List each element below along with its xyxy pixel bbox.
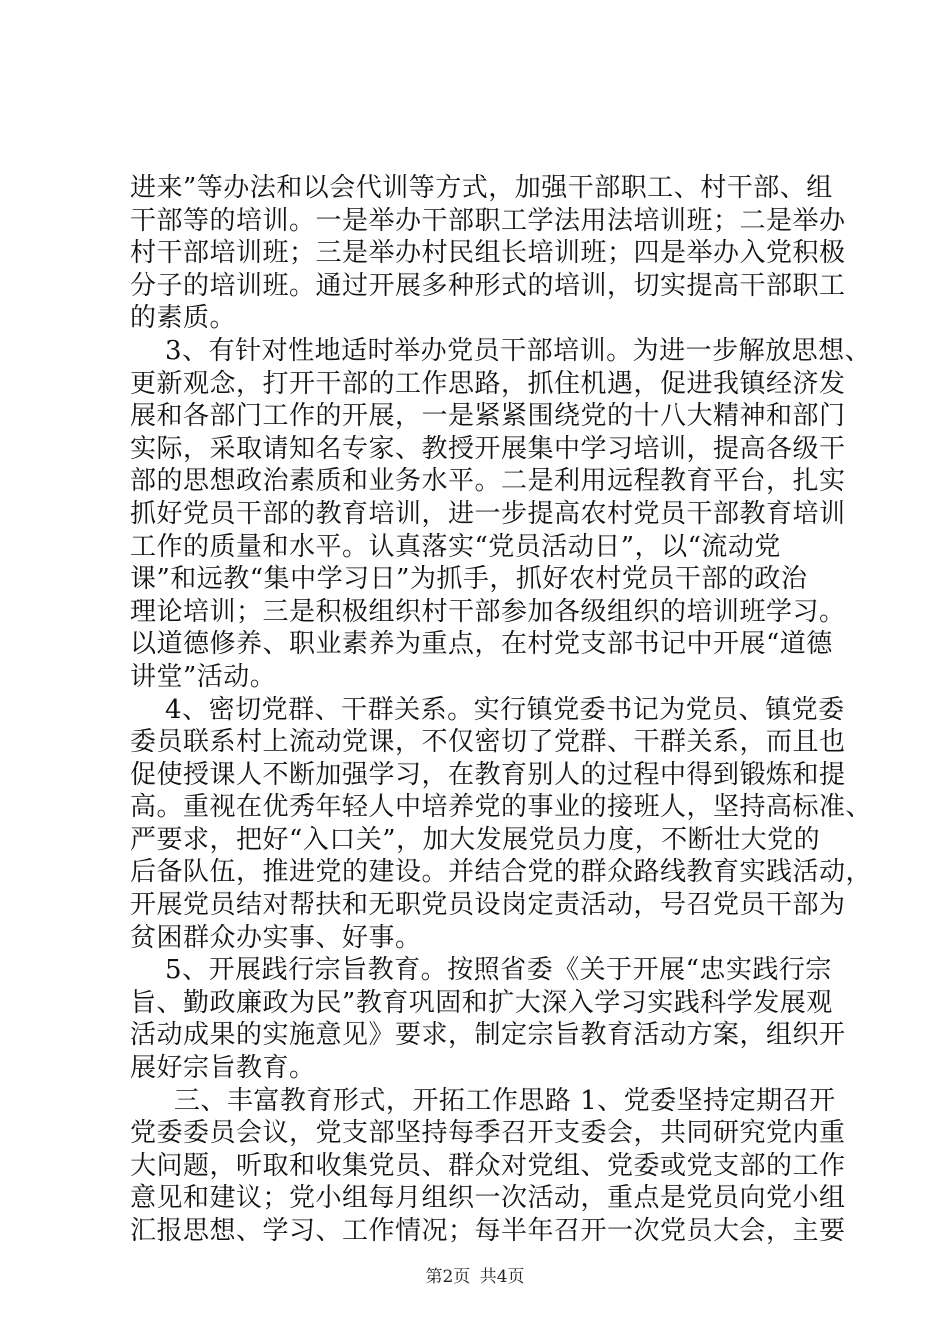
text-line: 三、丰富教育形式，开拓工作思路 1、党委坚持定期召开 [130, 1085, 836, 1116]
text-line: 严要求，把好“入口关”，加大发展党员力度，不断壮大党的 [130, 824, 821, 855]
page-total: 共4页 [479, 1267, 525, 1287]
text-line: 以道德修养、职业素养为重点，在村党支部书记中开展“道德 [130, 629, 833, 660]
text-line: 高。重视在优秀年轻人中培养党的事业的接班人，坚持高标准、 [130, 792, 873, 823]
text-line: 工作的质量和水平。认真落实“党员活动日”，以“流动党 [130, 531, 781, 562]
text-line: 党委委员会议，党支部坚持每季召开支委会，共同研究党内重 [130, 1118, 846, 1149]
text-line: 更新观念，打开干部的工作思路，抓住机遇，促进我镇经济发 [130, 368, 846, 399]
page-footer [0, 1262, 950, 1287]
text-line: 实际，采取请知名专家、教授开展集中学习培训，提高各级干 [130, 433, 846, 464]
text-line: 部的思想政治素质和业务水平。二是利用远程教育平台，扎实 [130, 466, 846, 497]
text-line: 4、密切党群、干群关系。实行镇党委书记为党员、镇党委 [130, 694, 845, 725]
text-line: 理论培训；三是积极组织村干部参加各级组织的培训班学习。 [130, 596, 846, 627]
text-line: 意见和建议；党小组每月组织一次活动，重点是党员向党小组 [130, 1183, 846, 1214]
text-line: 讲堂”活动。 [130, 661, 277, 692]
text-line: 后备队伍，推进党的建设。并结合党的群众路线教育实践活动， [130, 857, 873, 888]
text-line: 促使授课人不断加强学习，在教育别人的过程中得到锻炼和提 [130, 759, 846, 790]
text-line: 进来”等办法和以会代训等方式，加强干部职工、村干部、组 [130, 173, 833, 203]
text-line: 抓好党员干部的教育培训，进一步提高农村党员干部教育培训 [130, 498, 846, 529]
text-line: 旨、勤政廉政为民”教育巩固和扩大深入学习实践科学发展观 [130, 987, 833, 1018]
text-line: 3、有针对性地适时举办党员干部培训。为进一步解放思想、 [130, 335, 872, 366]
text-line: 开展党员结对帮扶和无职党员设岗定责活动，号召党员干部为 [130, 890, 846, 921]
text-line: 活动成果的实施意见》要求，制定宗旨教育活动方案，组织开 [130, 1020, 846, 1051]
text-line: 展和各部门工作的开展，一是紧紧围绕党的十八大精神和部门 [130, 401, 846, 432]
document-body [130, 172, 873, 1248]
text-line: 展好宗旨教育。 [130, 1053, 316, 1084]
text-line: 分子的培训班。通过开展多种形式的培训，切实提高干部职工 [130, 270, 846, 301]
text-line: 汇报思想、学习、工作情况；每半年召开一次党员大会，主要 [130, 1216, 846, 1246]
text-line: 贫困群众办实事、好事。 [130, 922, 422, 953]
text-line: 干部等的培训。一是举办干部职工学法用法培训班；二是举办 [130, 205, 846, 236]
text-line: 大问题，听取和收集党员、群众对党组、党委或党支部的工作 [130, 1150, 846, 1181]
text-line: 5、开展践行宗旨教育。按照省委《关于开展“忠实践行宗 [130, 955, 832, 986]
text-line: 课”和远教“集中学习日”为抓手，抓好农村党员干部的政治 [130, 564, 808, 595]
text-line: 委员联系村上流动党课，不仅密切了党群、干群关系，而且也 [130, 727, 846, 758]
text-line: 村干部培训班；三是举办村民组长培训班；四是举办入党积极 [130, 238, 846, 269]
text-line: 的素质。 [130, 303, 237, 334]
page-number: 第2页 [425, 1267, 471, 1287]
